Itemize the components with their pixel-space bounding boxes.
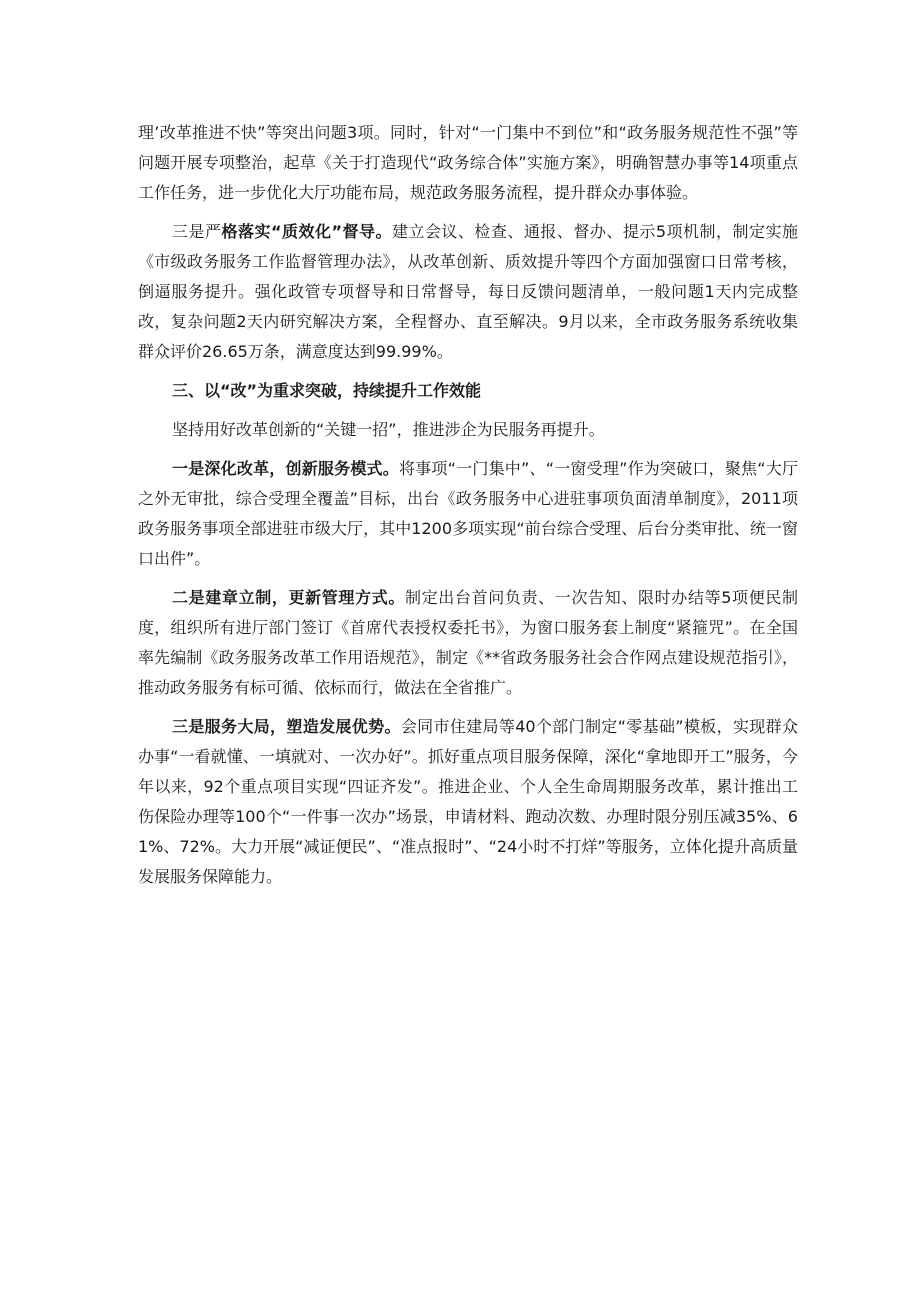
paragraph-intro — [138, 415, 798, 445]
paragraph-text: 理’改革推进不快”等突出问题3项。同时，针对“一门集中不到位”和“政务服务规范性不强”等问题开展专项整治，起草《关于打造现代“政务综合体”实施方案》，明确智慧办事等14项重点工作任务，进一步优化大厅功能布局，规范政务服务流程，提升群众办事体验。 — [138, 123, 798, 202]
paragraph-supervision — [138, 217, 798, 367]
paragraph-lead-prefix: 三是严 — [172, 222, 222, 241]
section-heading: 三、以“改”为重求突破，持续提升工作效能 — [172, 381, 482, 400]
paragraph-text: 建立会议、检查、通报、督办、提示5项机制，制定实施《市级政务服务工作监督管理办法》，从改革创新、质效提升等四个方面加强窗口日常考核，倒逼服务提升。强化政管专项督导和日常督导，每日反馈问题清单，一般问题1天内完成整改，复杂问题2天内研究解决方案，全程督办、直至解决。9月以来，全市政务服务系统收集群众评价26.65万条，满意度达到99.99%。 — [138, 222, 798, 361]
paragraph-lead: 二是建章立制，更新管理方式。 — [172, 588, 406, 607]
document-body — [138, 118, 798, 901]
paragraph-text: 会同市住建局等40个部门制定“零基础”模板，实现群众办事“一看就懂、一填就对、一次办好”。抓好重点项目服务保障，深化“拿地即开工”服务，今年以来，92个重点项目实现“四证齐发”。推进企业、个人全生命周期服务改革，累计推出工伤保险办理等100个“一件事一次办”场景，申请材料、跑动次数、办理时限分别压减35%、61%、72%。大力开展“减证便民”、“准点报时”、“24小时不打烊”等服务，立体化提升高质量发展服务保障能力。 — [138, 717, 798, 886]
paragraph-lead: 一是深化改革，创新服务模式。 — [172, 459, 399, 478]
paragraph-continued — [138, 118, 798, 208]
paragraph-service — [138, 712, 798, 892]
paragraph-regulation — [138, 583, 798, 703]
paragraph-lead: 三是服务大局，塑造发展优势。 — [172, 717, 401, 736]
paragraph-text: 坚持用好改革创新的“关键一招”，推进涉企为民服务再提升。 — [172, 420, 605, 439]
paragraph-lead: 格落实“质效化”督导。 — [221, 222, 392, 241]
paragraph-text: 将事项“一门集中”、“一窗受理”作为突破口，聚焦“大厅之外无审批，综合受理全覆盖”目标，出台《政务服务中心进驻事项负面清单制度》，2011项政务服务事项全部进驻市级大厅，其中1200多项实现“前台综合受理、后台分类审批、统一窗口出件”。 — [138, 459, 798, 568]
paragraph-reform — [138, 454, 798, 574]
paragraph-text: 制定出台首问负责、一次告知、限时办结等5项便民制度，组织所有进厅部门签订《首席代表授权委托书》，为窗口服务套上制度“紧箍咒”。在全国率先编制《政务服务改革工作用语规范》，制定《**省政务服务社会合作网点建设规范指引》，推动政务服务有标可循、依标而行，做法在全省推广。 — [138, 588, 798, 697]
